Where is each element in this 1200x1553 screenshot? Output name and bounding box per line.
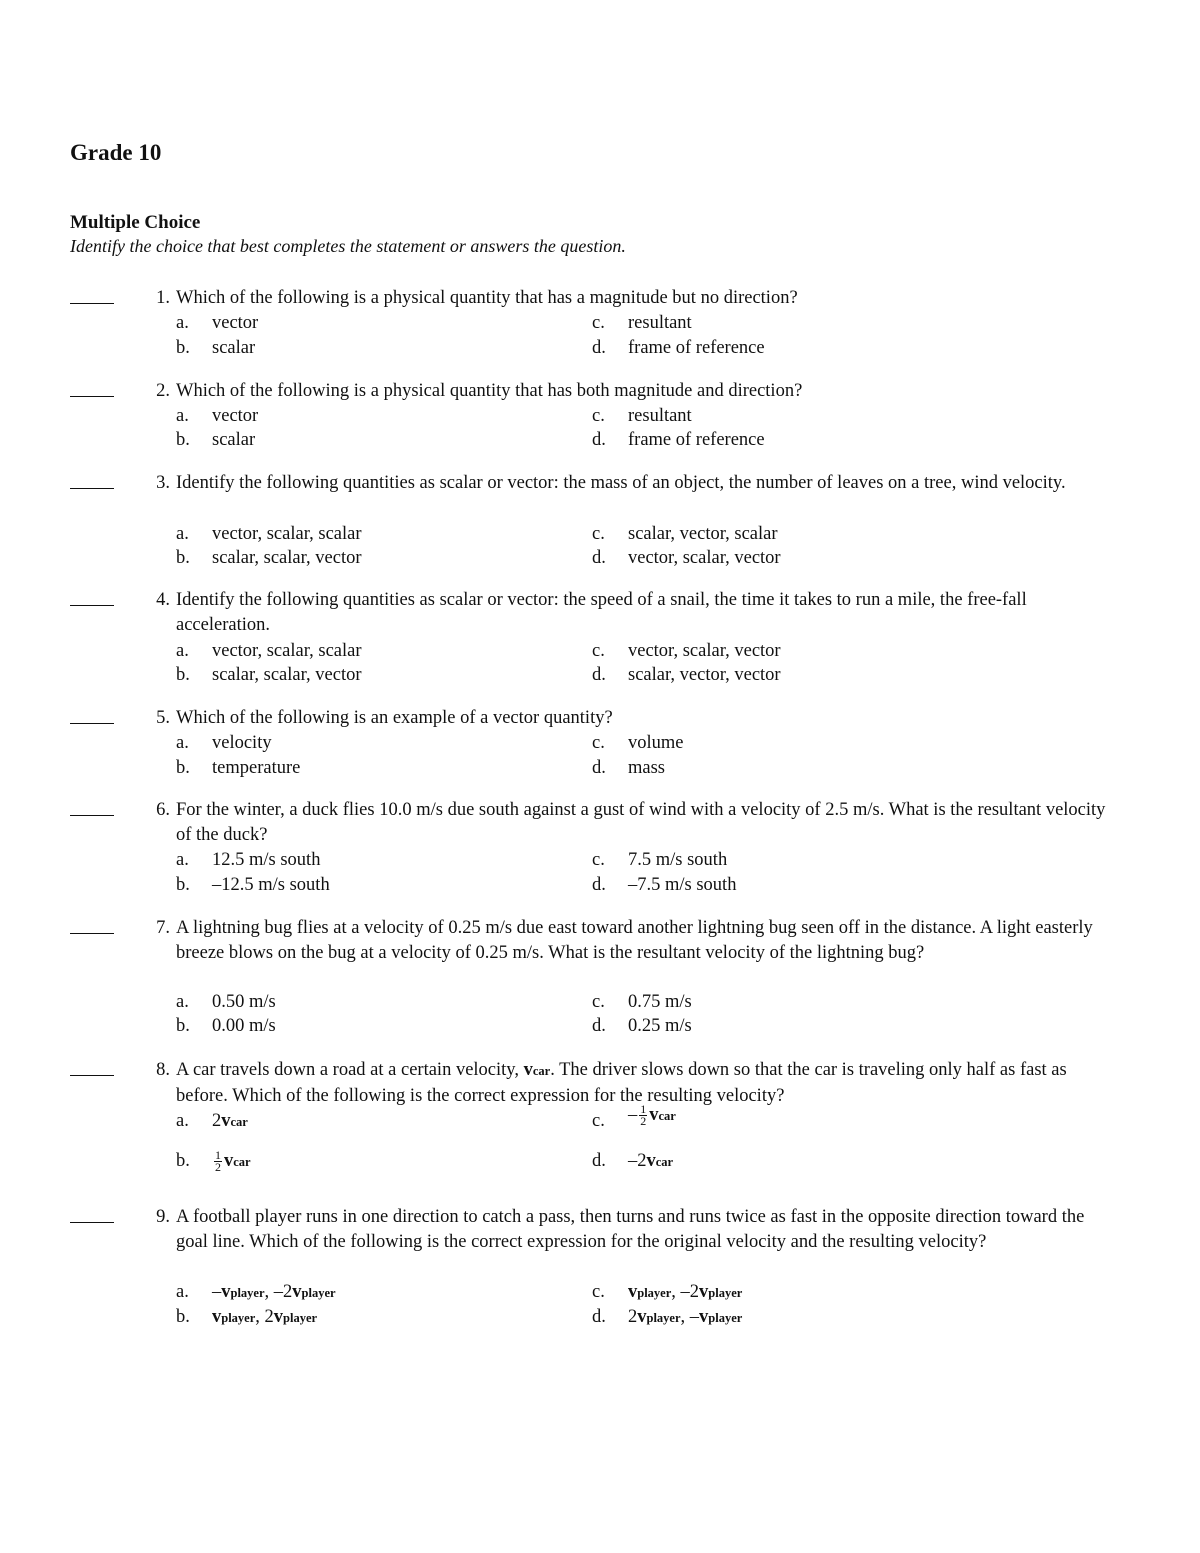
answer-blank-5[interactable] [70,706,114,724]
velocity-subscript: car [230,1115,248,1129]
section-heading: Multiple Choice [70,212,201,233]
coefficient: –2 [273,1282,293,1302]
question-text [176,1058,1116,1108]
velocity-subscript: player [221,1311,256,1325]
choice-letter: a. [176,641,189,661]
answer-blank-8[interactable] [70,1058,114,1076]
choice-letter: a. [176,313,189,333]
choice-text: 0.00 m/s [212,1016,276,1036]
page-title: Grade 10 [70,140,162,165]
choice-letter: a. [176,1111,189,1131]
question-text: For the winter, a duck flies 10.0 m/s due south against a gust of wind with a velocity of 2.5 m/s. What is the resultant velocity of the duck? [176,800,1106,845]
velocity-subscript: player [283,1311,318,1325]
question-number: 3. [156,473,170,493]
choice-letter: c. [592,524,605,544]
question-number: 5. [156,708,170,728]
choice-text: temperature [212,758,301,778]
question-number: 9. [156,1207,170,1227]
question-number: 2. [156,381,170,401]
sign: – [628,1105,638,1125]
choice-letter: b. [176,338,190,358]
question-number: 8. [156,1060,170,1080]
denominator: 2 [215,1160,221,1175]
question-number: 6. [156,800,170,820]
choice-letter: d. [592,548,606,568]
separator: , [671,1282,681,1302]
question-text-part: A car travels down a road at a certain velocity, [176,1060,519,1080]
choice-letter: c. [592,406,605,426]
numerator: 1 [640,1102,647,1117]
velocity-symbol: v [224,1151,234,1171]
separator: , [264,1282,274,1302]
question-text: Identify the following quantities as scalar or vector: the speed of a snail, the time it takes to run a mile, the free-fall acceleration. [176,590,1027,635]
velocity-subscript: player [301,1286,336,1300]
velocity-symbol: v [523,1060,533,1080]
velocity-subscript: player [646,1311,681,1325]
choice-text: scalar, scalar, vector [212,548,362,568]
velocity-symbol: v [699,1307,709,1327]
choice-text: mass [628,758,665,778]
question-text: Which of the following is a physical quantity that has both magnitude and direction? [176,381,803,401]
velocity-subscript: car [655,1155,674,1169]
choice-text: –12.5 m/s south [212,875,330,895]
fraction [639,1104,647,1127]
separator: , [680,1307,690,1327]
separator: , [255,1307,265,1327]
choice-letter: c. [592,313,605,333]
choice-text: 12.5 m/s south [212,850,321,870]
choice-text: scalar, vector, vector [628,665,781,685]
answer-blank-1[interactable] [70,286,114,304]
choice-letter: c. [592,850,605,870]
choice-text: velocity [212,733,272,753]
choice-letter: d. [592,430,606,450]
coefficient: 2 [212,1111,222,1131]
answer-blank-9[interactable] [70,1205,114,1223]
choice-text: resultant [628,406,692,426]
choice-letter: b. [176,875,190,895]
question-text: Identify the following quantities as scalar or vector: the mass of an object, the number of leaves on a tree, wind velocity. [176,473,1066,493]
velocity-subscript: player [637,1286,672,1300]
velocity-subscript: player [708,1311,743,1325]
choice-letter: d. [592,758,606,778]
choice-letter: d. [592,665,606,685]
choice-letter: b. [176,758,190,778]
coefficient: 2 [264,1307,274,1327]
choice-letter: c. [592,992,605,1012]
choice-letter: a. [176,733,189,753]
velocity-symbol: v [646,1151,656,1171]
choice-expression [628,1305,742,1331]
coefficient: –2 [628,1151,647,1171]
choice-letter: b. [176,548,190,568]
choice-letter: a. [176,524,189,544]
choice-text: vector, scalar, vector [628,548,781,568]
choice-letter: b. [176,1307,190,1327]
choice-letter: b. [176,430,190,450]
velocity-symbol: v [628,1282,638,1302]
choice-letter: d. [592,338,606,358]
choice-text: 0.50 m/s [212,992,276,1012]
coefficient: –2 [680,1282,700,1302]
question-text-part: . The driver slows down so that the car is traveling only half as fast as before. Which of the following is the correct expression for the resulting velocity? [176,1060,1067,1106]
choice-text: scalar, vector, scalar [628,524,778,544]
choice-expression [628,1149,673,1175]
choice-text: vector [212,406,259,426]
choice-text: 0.75 m/s [628,992,692,1012]
choice-text: scalar, scalar, vector [212,665,362,685]
velocity-subscript: player [708,1286,743,1300]
velocity-symbol: v [221,1111,231,1131]
choice-letter: b. [176,1151,190,1171]
velocity-symbol: v [273,1307,284,1327]
question-number: 4. [156,590,170,610]
section-instructions: Identify the choice that best completes the statement or answers the question. [70,236,626,256]
velocity-subscript: car [532,1064,551,1078]
answer-blank-4[interactable] [70,588,114,606]
answer-blank-7[interactable] [70,916,114,934]
choice-expression [212,1109,248,1135]
question-number: 1. [156,288,170,308]
choice-expression [212,1305,317,1331]
choice-text: scalar [212,338,256,358]
choice-letter: b. [176,665,190,685]
velocity-symbol: v [292,1282,302,1302]
denominator: 2 [640,1114,647,1129]
velocity-subscript: player [230,1286,265,1300]
choice-expression [212,1149,251,1175]
coefficient: 2 [628,1307,638,1327]
choice-letter: c. [592,733,605,753]
choice-letter: a. [176,406,189,426]
choice-text: volume [628,733,684,753]
choice-text: vector, scalar, vector [628,641,781,661]
velocity-symbol: v [637,1307,647,1327]
choice-text: vector, scalar, scalar [212,524,362,544]
answer-blank-6[interactable] [70,798,114,816]
choice-letter: d. [592,1016,606,1036]
choice-text: scalar [212,430,256,450]
question-number: 7. [156,918,170,938]
choice-text: vector, scalar, scalar [212,641,362,661]
answer-blank-3[interactable] [70,471,114,489]
answer-blank-2[interactable] [70,379,114,397]
fraction [214,1150,222,1173]
numerator: 1 [215,1148,221,1163]
velocity-symbol: v [212,1307,222,1327]
choice-letter: d. [592,1307,606,1327]
coefficient: – [689,1307,700,1327]
choice-letter: d. [592,875,606,895]
coefficient: – [212,1282,222,1302]
velocity-subscript: car [658,1109,676,1123]
choice-text: 0.25 m/s [628,1016,692,1036]
choice-letter: a. [176,992,189,1012]
choice-letter: a. [176,1282,189,1302]
choice-text: resultant [628,313,692,333]
choice-text: 7.5 m/s south [628,850,728,870]
choice-letter: a. [176,850,189,870]
question-text: A lightning bug flies at a velocity of 0.25 m/s due east toward another lightning bug seen off in the distance. A light easterly breeze blows on the bug at a velocity of 0.25 m/s. What is the resultant velocity of the lightning bug? [176,918,1093,963]
choice-text: frame of reference [628,430,765,450]
question-text: Which of the following is a physical quantity that has a magnitude but no direction? [176,288,798,308]
choice-expression [212,1280,336,1306]
choice-text: vector [212,313,259,333]
choice-letter: c. [592,1282,605,1302]
choice-letter: c. [592,641,605,661]
velocity-symbol: v [649,1105,659,1125]
choice-letter: c. [592,1111,605,1131]
question-text: A football player runs in one direction to catch a pass, then turns and runs twice as fast in the opposite direction toward the goal line. Which of the following is the correct expression for the original velocity and the resulting velocity? [176,1207,1085,1252]
question-text: Which of the following is an example of a vector quantity? [176,708,613,728]
choice-expression [628,1103,676,1129]
velocity-symbol: v [221,1282,231,1302]
choice-expression [628,1280,742,1306]
choice-text: frame of reference [628,338,765,358]
choice-letter: d. [592,1151,606,1171]
velocity-subscript: car [233,1155,251,1169]
choice-text: –7.5 m/s south [628,875,737,895]
velocity-symbol: v [699,1282,709,1302]
choice-letter: b. [176,1016,190,1036]
